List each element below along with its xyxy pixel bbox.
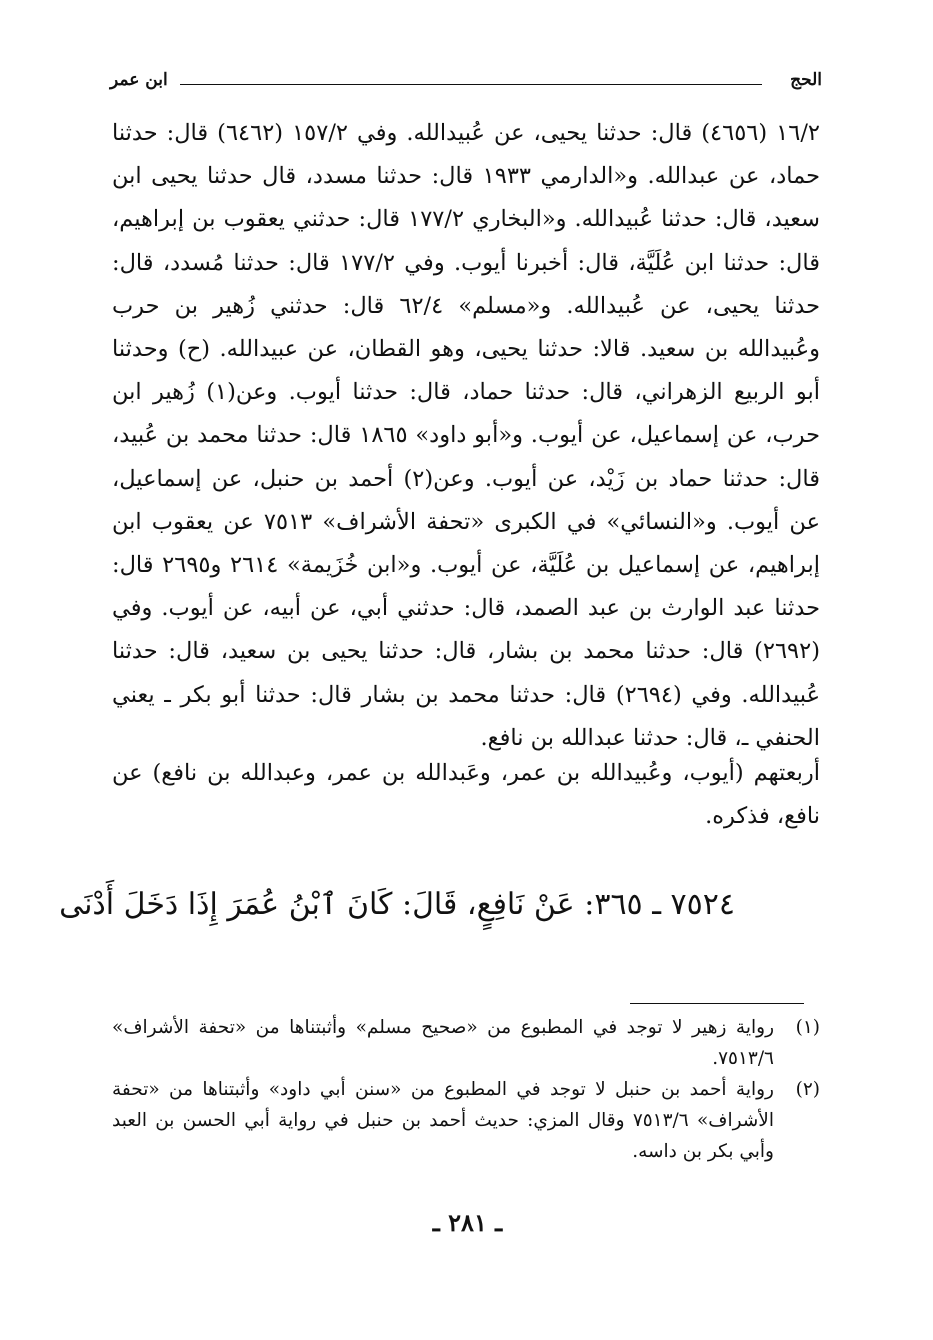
chapter-title: الحج [790,70,822,90]
footnote-number: (١) [795,1017,820,1038]
footnote-text: رواية أحمد بن حنبل لا توجد في المطبوع من «سنن أبي داود» وأثبتناها من «تحفة الأشراف» ٧٥١٣/٦ وقال المزي: حديث أحمد بن حنبل في رواية أبي الحسن بن العبد وأبي بكر بن داسه. [112,1079,774,1162]
footnotes [112,1012,820,1167]
header-rule [180,84,762,85]
hadith-heading: ٧٥٢٤ ـ ٣٦٥: عَنْ نَافِعٍ، قَالَ: كَانَ ٱبْنُ عُمَرَ إِذَا دَخَلَ أَدْنَى [59,887,735,922]
narrator-title: ابن عمر [110,70,168,90]
footnote-text: رواية زهير لا توجد في المطبوع من «صحيح مسلم» وأثبتناها من «تحفة الأشراف» ٧٥١٣/٦. [112,1017,774,1069]
footnote-item [112,1074,820,1167]
footnote-item [112,1012,820,1074]
footnote-number: (٢) [795,1079,820,1100]
page-number: ـ ٢٨١ ـ [432,1208,503,1237]
footnote-rule [630,1003,804,1004]
main-text: ١٦/٢ (٤٦٥٦) قال: حدثنا يحيى، عن عُبيدالله. وفي ١٥٧/٢ (٦٤٦٢) قال: حدثنا حماد، عن عبدالله. و«الدارمي ١٩٣٣ قال: حدثنا مسدد، قال حدثنا يحيى ابن سعيد، قال: حدثنا عُبيدالله. و«البخاري ١٧٧/٢ قال: حدثني يعقوب بن إبراهيم، قال: حدثنا ابن عُلَيَّة، قال: أخبرنا أيوب. وفي ١٧٧/٢ قال: حدثنا مُسدد، قال: حدثنا يحيى، عن عُبيدالله. و«مسلم» ٦٢/٤ قال: حدثني زُهير بن حرب وعُبيدالله بن سعيد. قالا: حدثنا يحيى، وهو القطان، عن عبيدالله. (ح) وحدثنا أبو الربيع الزهراني، قال: حدثنا حماد، قال: حدثنا أيوب. وعن(١) زُهير ابن حرب، عن إسماعيل، عن أيوب. و«أبو داود» ١٨٦٥ قال: حدثنا محمد بن عُبيد، قال: حدثنا حماد بن زَيْد، عن أيوب. وعن(٢) أحمد بن حنبل، عن إسماعيل، عن أيوب. و«النسائي» في الكبرى «تحفة الأشراف» ٧٥١٣ عن يعقوب ابن إبراهيم، عن إسماعيل بن عُلَيَّة، عن أيوب. و«ابن خُزَيمة» ٢٦١٤ و٢٦٩٥ قال: حدثنا عبد الوارث بن عبد الصمد، قال: حدثني أبي، عن أبيه، عن أيوب. وفي (٢٦٩٢) قال: حدثنا محمد بن بشار، قال: حدثنا يحيى بن سعيد، قال: حدثنا عُبيدالله. وفي (٢٦٩٤) قال: حدثنا محمد بن بشار قال: حدثنا أبو بكر ـ يعني الحنفي ـ، قال: حدثنا عبدالله بن نافع. [112,120,821,751]
summary-paragraph: أربعتهم (أيوب، وعُبيدالله بن عمر، وعَبدالله بن عمر، وعبدالله بن نافع) عن نافع، فذكره. [112,760,820,830]
running-header [110,70,822,98]
